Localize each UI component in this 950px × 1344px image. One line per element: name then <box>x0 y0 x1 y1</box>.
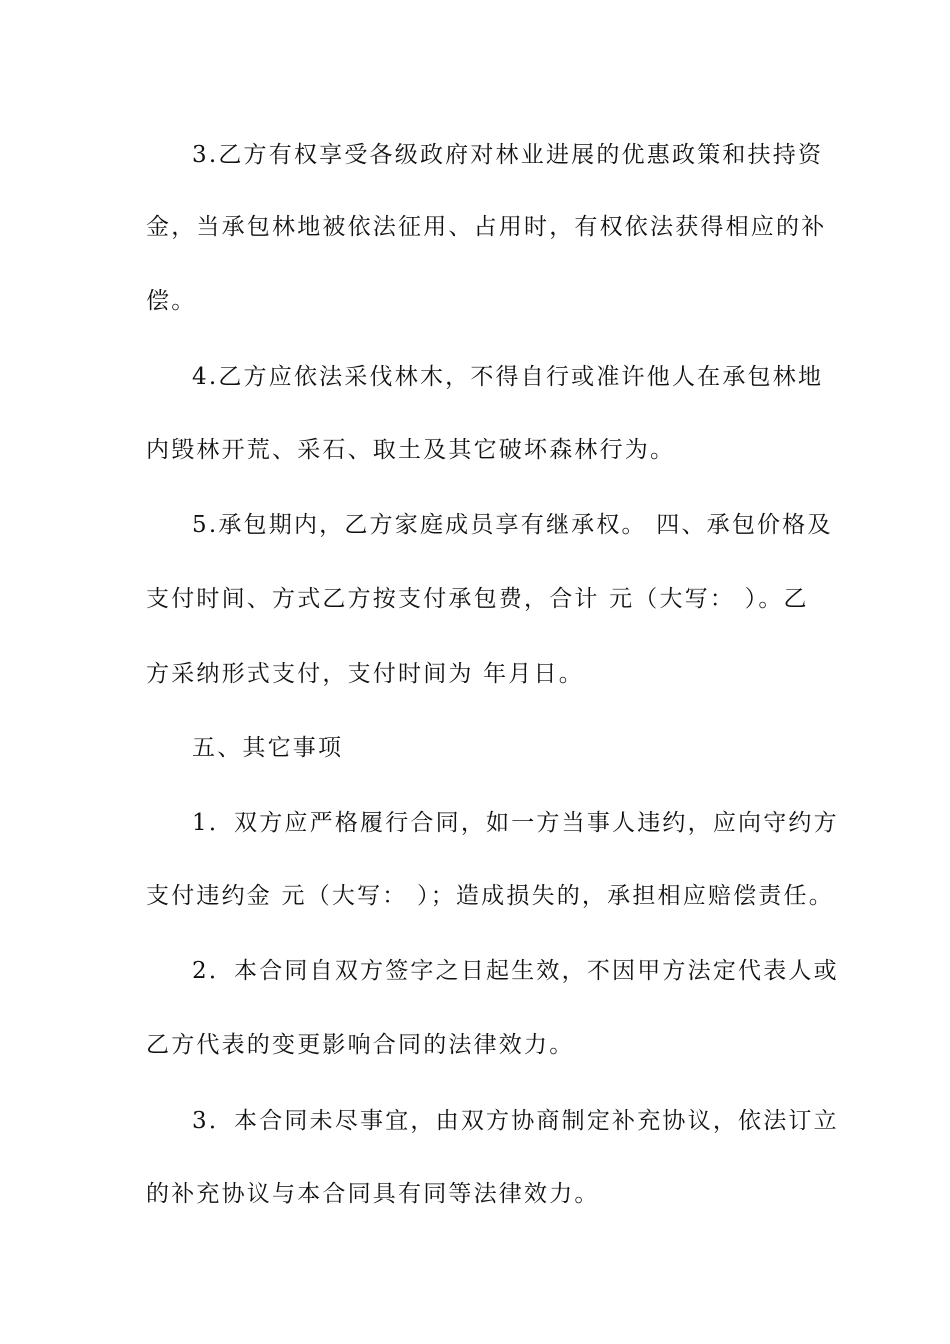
paragraph-line: 3.乙方有权享受各级政府对林业进展的优惠政策和扶持资 <box>192 142 824 168</box>
paragraph-line: 2．本合同自双方签字之日起生效，不因甲方法定代表人或 <box>192 958 839 984</box>
paragraph-line: 乙方代表的变更影响合同的法律效力。 <box>146 1032 575 1058</box>
paragraph-line: 1．双方应严格履行合同，如一方当事人违约，应向守约方 <box>192 810 839 836</box>
paragraph-line: 3．本合同未尽事宜，由双方协商制定补充协议，依法订立 <box>192 1108 839 1134</box>
paragraph-line: 支付时间、方式乙方按支付承包费，合计 元（大写： ）。乙 <box>146 586 809 612</box>
paragraph-line: 方采纳形式支付，支付时间为 年月日。 <box>146 661 584 687</box>
paragraph-line: 金，当承包林地被依法征用、占用时，有权依法获得相应的补 <box>146 214 827 240</box>
paragraph-line: 偿。 <box>146 288 197 314</box>
paragraph-line: 4.乙方应依法采伐林木，不得自行或准许他人在承包林地 <box>192 364 824 390</box>
section-heading: 五、其它事项 <box>192 735 344 761</box>
paragraph-line: 的补充协议与本合同具有同等法律效力。 <box>146 1181 600 1207</box>
paragraph-line: 5.承包期内，乙方家庭成员享有继承权。 四、承包价格及 <box>192 512 833 538</box>
paragraph-line: 支付违约金 元（大写： ）；造成损失的，承担相应赔偿责任。 <box>146 883 834 909</box>
paragraph-line: 内毁林开荒、采石、取土及其它破坏森林行为。 <box>146 437 676 463</box>
